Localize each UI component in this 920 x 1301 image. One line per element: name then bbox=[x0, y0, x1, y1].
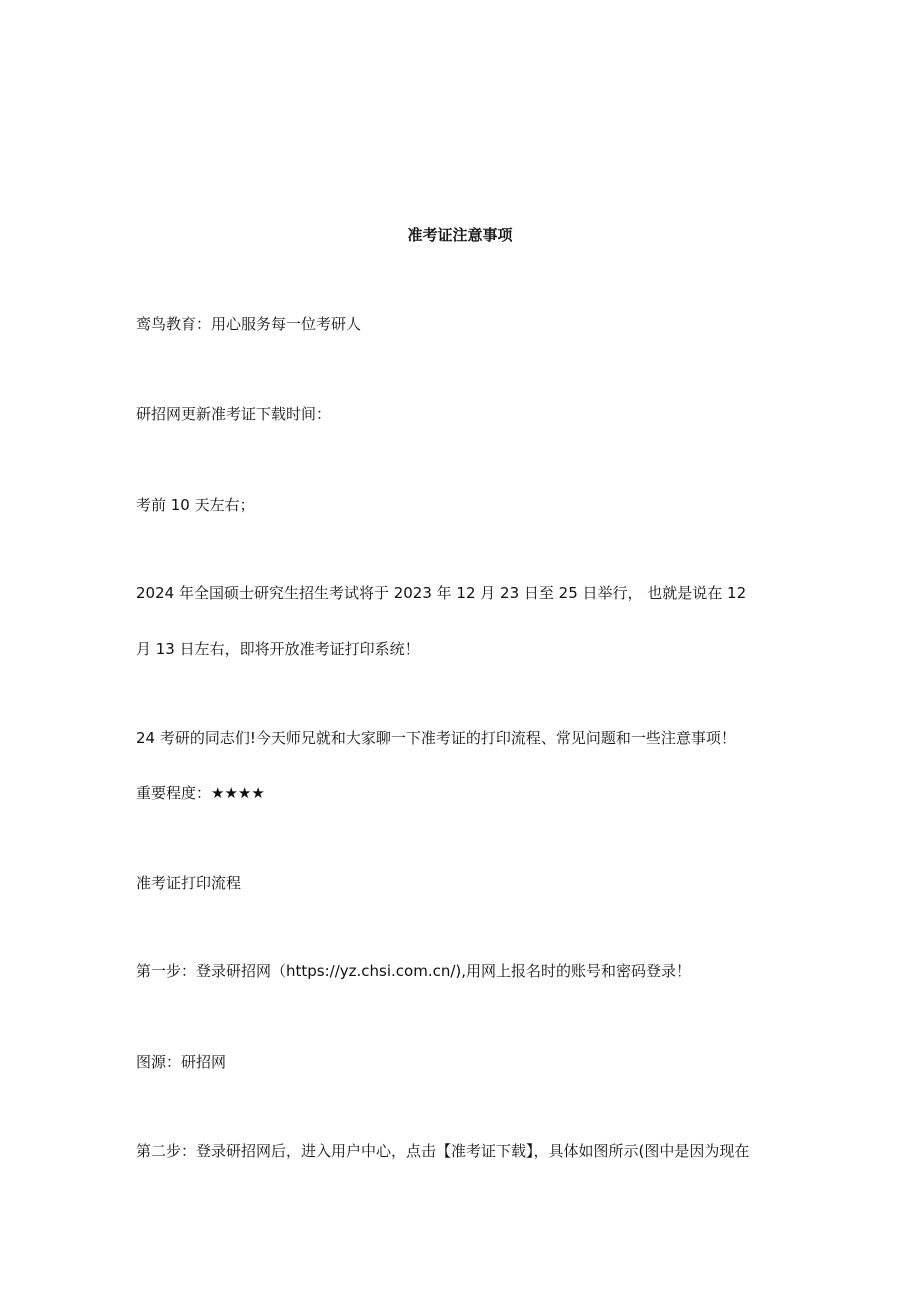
paragraph-step-two: 第二步：登录研招网后，进入用户中心，点击【准考证下载】，具体如图所示(图中是因为现在 bbox=[136, 1142, 750, 1160]
paragraph-update-time-label: 研招网更新准考证下载时间： bbox=[136, 405, 332, 423]
paragraph-step-one: 第一步：登录研招网（https://yz.chsi.com.cn/),用网上报名时的账号和密码登录！ bbox=[136, 962, 692, 980]
paragraph-update-time: 考前 10 天左右； bbox=[136, 496, 255, 514]
section-heading-print-process: 准考证打印流程 bbox=[136, 874, 242, 892]
paragraph-org-slogan: 鸾鸟教育：用心服务每一位考研人 bbox=[136, 315, 362, 333]
paragraph-intro: 24 考研的同志们!今天师兄就和大家聊一下准考证的打印流程、常见问题和一些注意事项！ bbox=[136, 729, 736, 747]
paragraph-image-source: 图源：研招网 bbox=[136, 1053, 227, 1071]
paragraph-exam-dates-line1: 2024 年全国硕士研究生招生考试将于 2023 年 12 月 23 日至 25 日举行， 也就是说在 12 bbox=[136, 584, 747, 602]
paragraph-importance: 重要程度：★★★★ bbox=[136, 784, 265, 802]
document-title: 准考证注意事项 bbox=[407, 226, 513, 244]
paragraph-exam-dates-line2: 月 13 日左右，即将开放准考证打印系统！ bbox=[136, 640, 420, 658]
